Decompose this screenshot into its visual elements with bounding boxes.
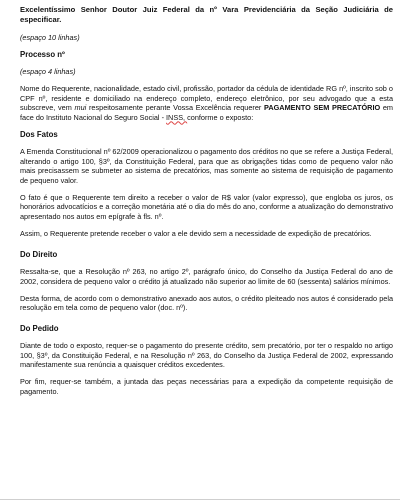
document-title: Excelentíssimo Senhor Doutor Juiz Federal da nº Vara Previdenciária da Seção Judiciária de especificar. <box>20 5 393 24</box>
request-title-bold: PAGAMENTO SEM PRECATÓRIO <box>264 103 381 113</box>
pedido-paragraph-2: Por fim, requer-se também, a juntada das peças necessárias para a expedição da competente requisição de pagamento. <box>20 377 393 396</box>
intro-text-2: respeitosamente perante Vossa Excelência requerer <box>86 103 265 113</box>
fatos-paragraph-2: O fato é que o Requerente tem direito a receber o valor de R$ valor (valor expresso), que engloba os juros, os honorários advocatícios e a correção monetária até o dia do mês do ano, conforme a atualização do demonstrativo apresentado nos autos em epígrafe à fls. nº. <box>20 193 393 221</box>
section-heading-direito: Do Direito <box>20 249 58 259</box>
direito-paragraph-2: Desta forma, de acordo com o demonstrativo anexado aos autos, o crédito pleiteado nos autos é considerado pela resolução em tela como de pequeno valor (doc. nº). <box>20 293 393 313</box>
intro-text-3: em face do Instituto Nacional do Seguro Social - <box>20 103 394 122</box>
spacing-note-10-lines: (espaço 10 linhas) <box>20 33 80 43</box>
section-heading-fatos: Dos Fatos <box>20 130 58 140</box>
intro-text-inss: INSS, <box>166 112 188 122</box>
fatos-paragraph-3: Assim, o Requerente pretende receber o valor a ele devido sem a necessidade de expedição de precatórios. <box>20 229 372 239</box>
process-number-label: Processo nº <box>20 49 65 59</box>
section-heading-pedido: Do Pedido <box>20 323 59 333</box>
direito-paragraph-1: Ressalta-se, que a Resolução nº 263, no artigo 2º, parágrafo único, do Conselho da Justiça Federal do ano de 2002, considera de pequeno valor o crédito já atualizado não superior ao limite de 60 (sessenta) salários mínimos. <box>20 267 393 286</box>
spacing-note-4-lines: (espaço 4 linhas) <box>20 67 76 76</box>
intro-text-4: conforme o exposto: <box>187 112 254 122</box>
fatos-paragraph-1: A Emenda Constitucional nº 62/2009 operacionalizou o pagamento dos créditos no que se refere a Justiça Federal, alterando o artigo 100, §3º, da Constituição Federal, para que as obrigações tidas como de pequeno valor não mais precisassem se submeter ao sistema de precatórios, mas somente ao sistema de requisição de pagamento de pequeno valor. <box>20 147 393 185</box>
intro-text-1: Nome do Requerente, nacionalidade, estado civil, profissão, portador da cédula de identidade RG nº, inscrito sob o CPF nº, residente e domiciliado na endereço completo, endereço eletrônico, por seu advogado que a esta subscreve, vem <box>20 84 393 113</box>
pedido-paragraph-1: Diante de todo o exposto, requer-se o pagamento do presente crédito, sem precatório, por ter o respaldo no artigo 100, §3º, da Constituição Federal, e na Resolução nº 263, do Conselho da Justiça Federal de 2002, expressando manifestamente sua renúncia a quaisquer créditos excedentes. <box>20 341 393 369</box>
intro-text-mui: mui <box>74 103 87 113</box>
intro-paragraph <box>20 84 393 122</box>
